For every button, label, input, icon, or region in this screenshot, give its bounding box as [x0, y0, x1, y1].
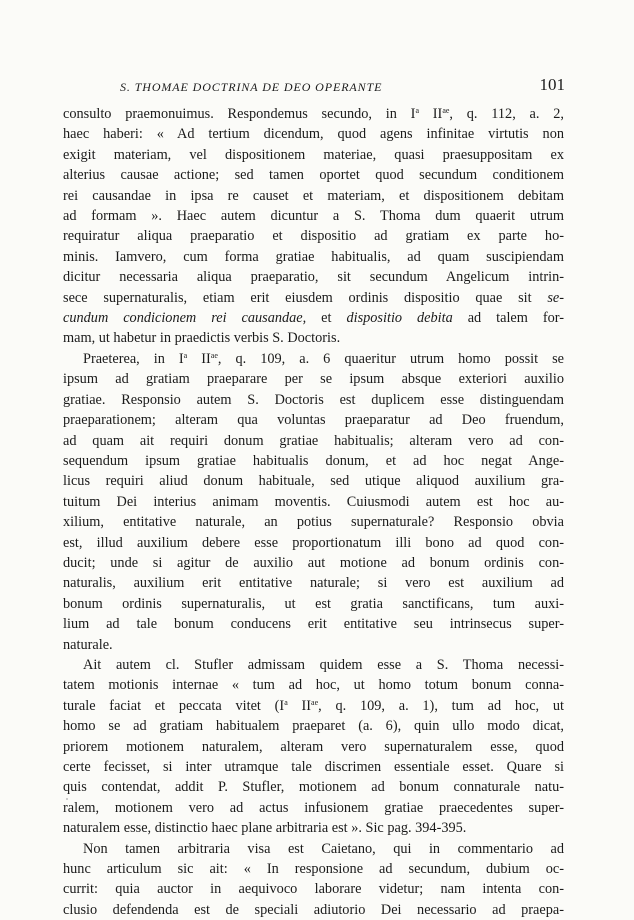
text-segment: ad formam ». Haec autem dicuntur a S. Thoma dum quaerit utrum [63, 208, 564, 225]
text-segment: turale faciat et peccata vitet (I [63, 697, 285, 714]
paragraph [63, 104, 564, 349]
paragraph [63, 655, 564, 839]
text-line [63, 288, 564, 308]
text-line [63, 104, 564, 124]
superscript: a [183, 350, 188, 360]
text-line [63, 777, 564, 797]
body-text [63, 104, 564, 920]
text-line [63, 900, 564, 920]
superscript: ae [210, 350, 218, 360]
text-line [63, 635, 564, 655]
text-line [63, 655, 564, 675]
page-number: 101 [539, 75, 565, 94]
text-segment: , q. 112, a. 2, [449, 106, 564, 122]
text-line [63, 226, 564, 246]
text-line [63, 165, 564, 185]
text-segment: hunc articulum sic ait: « In responsione ad secundum, dubium oc- [63, 861, 564, 878]
text-segment: tatem motionis internae « tum ad hoc, ut homo totum bonum conna- [63, 677, 564, 694]
superscript: a [415, 106, 419, 115]
text-segment: II [419, 106, 443, 122]
text-segment: , q. 109, a. 1), tum ad hoc, ut [318, 697, 564, 714]
text-segment: homo se ad gratiam habitualem praeparet (a. 6), quin ullo modo dicat, [63, 718, 564, 735]
italic-text: se- [547, 289, 564, 306]
text-line [63, 737, 564, 757]
text-segment: II [287, 697, 312, 714]
text-segment: currit: quia auctor in aequivoco laborare videtur; nam intenta con- [63, 881, 564, 898]
text-segment: haec haberi: « Ad tertium dicendum, quod agens infinitae virtutis non [63, 126, 564, 143]
text-line [63, 451, 564, 471]
text-segment: exigit materiam, vel dispositionem materiae, quasi praesuppositam ex [63, 146, 564, 163]
text-segment: ducit; unde si agitur de auxilio aut motione ad bonum ordinis con- [63, 554, 564, 571]
italic-text: dispositio debita [346, 310, 453, 327]
text-line [63, 512, 564, 532]
text-segment: certe fecisset, si inter utramque tale discrimen essentiale esset. Quare si [63, 759, 564, 775]
text-segment: licus requiri aliud donum habituale, sed utique aliquod auxilium gra- [63, 473, 564, 490]
text-segment: minis. Iamvero, cum forma gratiae habitualis, ad quam suscipiendam [63, 248, 564, 265]
text-segment: mam, ut habetur in praedictis verbis S. Doctoris. [63, 330, 341, 347]
text-line [63, 553, 564, 573]
text-line [63, 757, 564, 777]
text-line [63, 716, 564, 736]
text-line [63, 798, 564, 818]
text-segment: , q. 109, a. 6 quaeritur utrum homo possit se [217, 350, 565, 367]
text-segment: consulto praemonuimus. Respondemus secundo, in I [63, 106, 416, 122]
print-speck [66, 798, 68, 800]
text-segment: lium ad tale bonum conducens erit entitative seu intrinsecus super- [63, 616, 564, 633]
text-segment: Ait autem cl. Stufler admissam quidem esse a S. Thoma necessi- [83, 656, 564, 673]
text-line [63, 267, 564, 287]
text-segment: praeparationem; alteram qua voluntas praeparatur ad Deo fruendum, [63, 412, 564, 429]
text-segment: ad talem for- [452, 310, 564, 327]
text-segment: Praeterea, in I [83, 350, 184, 367]
superscript: ae [442, 106, 450, 115]
text-segment: sequendum ipsum gratiae habitualis donum, et ad hoc negat Ange- [63, 452, 564, 469]
text-line [63, 349, 564, 369]
text-line [63, 614, 564, 634]
text-line [63, 492, 564, 512]
text-line [63, 247, 564, 267]
text-line [63, 145, 564, 165]
text-segment: ad quam ait requiri donum gratiae habitualis; alteram vero ad con- [63, 432, 564, 449]
text-segment: tuitum Dei interius animam moventis. Cuiusmodi autem est hoc au- [63, 493, 564, 510]
text-line [63, 369, 564, 389]
text-segment: ipsum ad gratiam praeparare per se ipsum absque exteriori auxilio [63, 371, 564, 388]
text-segment: dicitur necessaria aliqua praeparatio, sit secundum Angelicum intrin- [63, 269, 564, 286]
text-line [63, 859, 564, 879]
text-segment: et [306, 310, 347, 327]
text-line [63, 186, 564, 206]
text-segment: gratiae. Responsio autem S. Doctoris est duplicem esse distinguendam [63, 391, 564, 408]
text-segment: quis contendat, addit P. Stufler, motionem ad bonum connaturale natu- [63, 779, 564, 796]
text-segment: II [187, 350, 211, 367]
text-segment: clusio defendenda est de speciali adiutorio Dei necessario ad praepa- [63, 901, 564, 918]
italic-text: cundum condicionem rei causandae, [63, 310, 307, 327]
text-segment: requiratur aliqua praeparatio et dispositio ad gratiam ex parte ho- [63, 228, 564, 245]
text-line [63, 839, 564, 859]
text-segment: Non tamen arbitraria visa est Caietano, qui in commentario ad [83, 840, 564, 857]
text-segment: sece supernaturalis, etiam erit eiusdem ordinis dispositio quae sit [63, 289, 548, 306]
superscript: a [284, 697, 288, 707]
paragraph [63, 349, 564, 655]
text-line [63, 696, 564, 716]
page-header [112, 76, 565, 98]
text-line [63, 533, 564, 553]
text-segment: priorem motionem naturalem, alteram vero supernaturalem esse, quod [63, 738, 564, 755]
text-line [63, 594, 564, 614]
text-line [63, 308, 564, 328]
paragraph [63, 839, 564, 920]
text-line [63, 328, 564, 348]
text-line [63, 206, 564, 226]
text-line [63, 124, 564, 144]
text-line [63, 471, 564, 491]
text-line [63, 879, 564, 899]
superscript: ae [311, 697, 319, 707]
text-segment: bonum ordinis supernaturalis, ut est gratia sanctificans, tum auxi- [63, 595, 564, 612]
text-line [63, 818, 564, 838]
text-line [63, 390, 564, 410]
text-line [63, 675, 564, 695]
text-line [63, 573, 564, 593]
running-head: S. THOMAE DOCTRINA DE DEO OPERANTE [120, 80, 383, 94]
text-segment: rei causandae in ipsa re causet et materiam, et dispositionem debitam [63, 187, 564, 204]
text-segment: naturale. [63, 636, 113, 653]
text-segment: naturalis, auxilium erit entitative naturale; si vero est auxilium ad [63, 575, 564, 592]
text-segment: xilium, entitative naturale, an potius supernaturale? Responsio obvia [63, 514, 564, 531]
text-line [63, 410, 564, 430]
text-segment: ralem, motionem vero ad actus infusionem gratiae praecedentes super- [63, 799, 564, 816]
text-segment: alterius causae actione; sed tamen oportet quod secundum conditionem [63, 167, 564, 184]
text-segment: est, illud auxilium debere esse proportionatum illi bono ad quod con- [63, 534, 564, 551]
text-segment: naturalem esse, distinctio haec plane arbitraria est ». Sic pag. 394-395. [63, 820, 467, 837]
text-line [63, 431, 564, 451]
